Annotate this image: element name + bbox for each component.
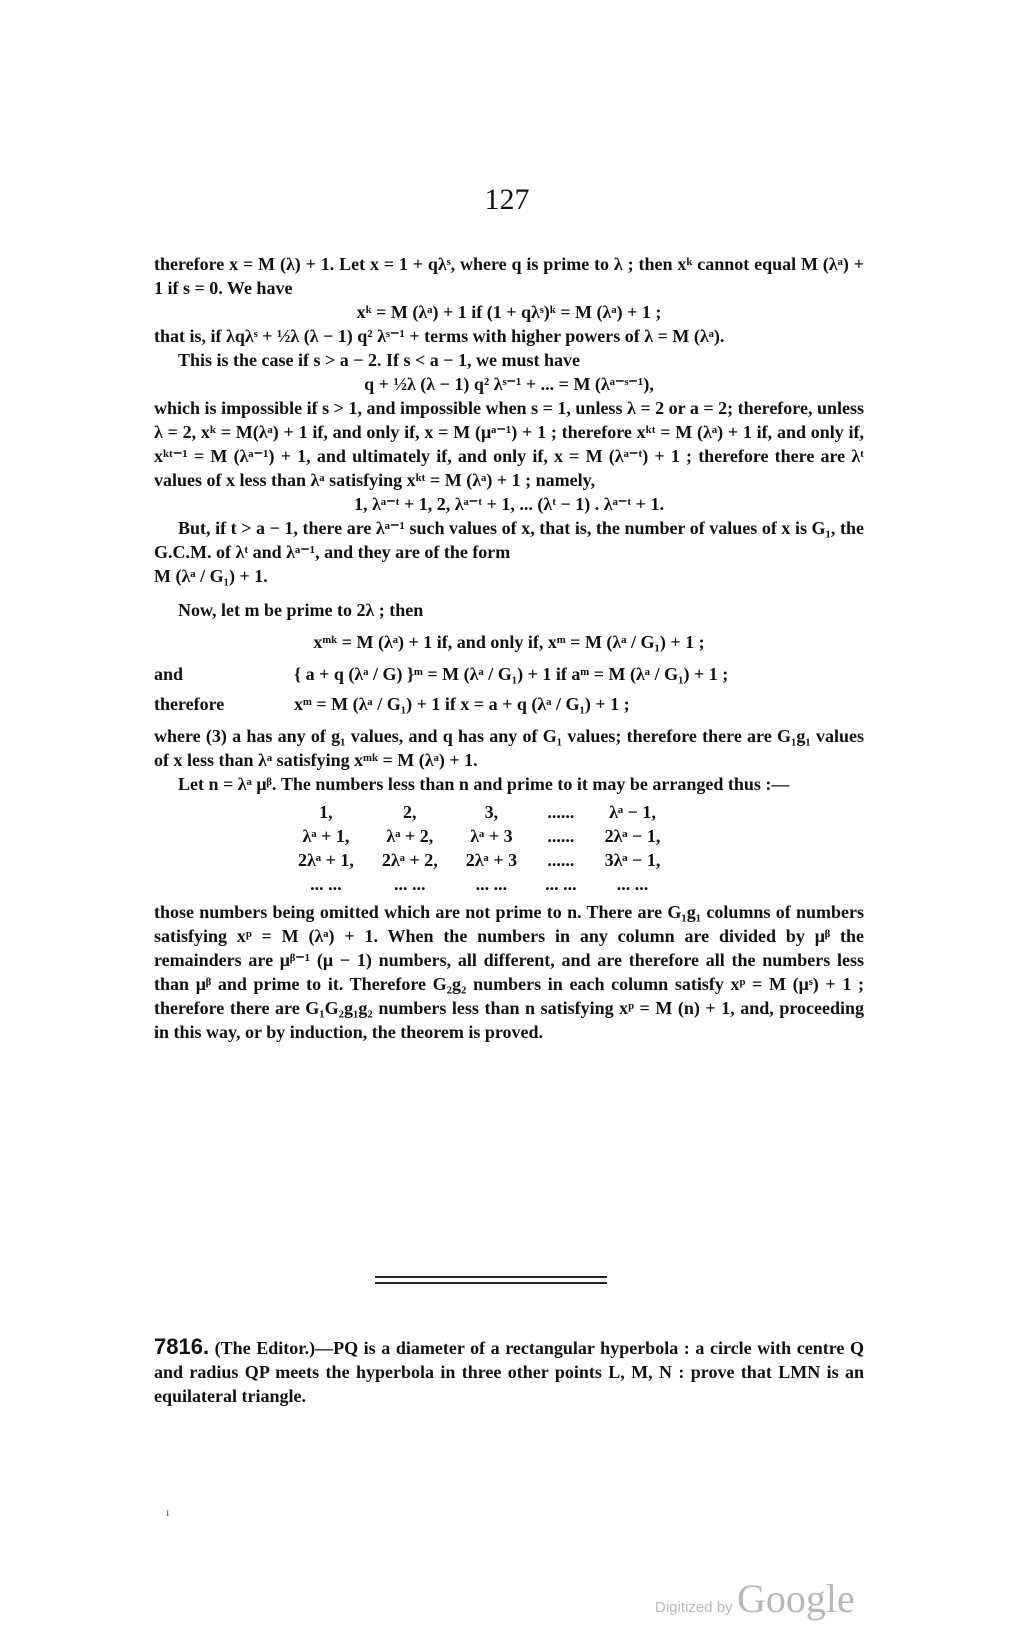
table-cell: 2, — [403, 802, 417, 822]
table-cell: ... ... — [616, 874, 649, 894]
table-cell: ... ... — [310, 874, 342, 894]
equation: xᵐᵏ = M (λᵃ) + 1 if, and only if, xᵐ = M (λᵃ / G₁) + 1 ; — [313, 632, 705, 652]
table-cell: 2λᵃ − 1, — [604, 826, 661, 846]
table-cell: ...... — [547, 850, 575, 870]
table-cell: 2λᵃ + 3 — [465, 850, 518, 870]
table-row — [284, 800, 674, 824]
divider-line — [375, 1276, 607, 1278]
problem-statement — [154, 1335, 864, 1408]
table-cell: 3λᵃ − 1, — [604, 850, 661, 870]
table-cell: λᵃ + 2, — [386, 826, 434, 846]
body-text — [154, 252, 864, 1044]
table-cell: λᵃ + 1, — [302, 826, 350, 846]
table-cell: ...... — [547, 802, 575, 822]
table-row — [284, 872, 674, 896]
paragraph: where (3) a has any of g₁ values, and q has any of G₁ values; therefore there are G₁g₁ values of x less than λᵃ satisfying xᵐᵏ = M (λᵃ) + 1. — [154, 726, 864, 770]
equation-label: therefore — [154, 694, 225, 714]
problem-number: 7816. — [154, 1334, 210, 1359]
paragraph: Let n = λᵃ μᵝ. The numbers less than n and prime to it may be arranged thus :— — [178, 774, 790, 794]
equation: xᵐ = M (λᵃ / G₁) + 1 if x = a + q (λᵃ / G₁) + 1 ; — [294, 694, 630, 714]
stray-mark: ı — [166, 1505, 170, 1519]
divider-line — [375, 1282, 607, 1284]
digitized-watermark — [655, 1575, 855, 1622]
digitized-label: Digitized by — [655, 1599, 733, 1616]
page-number: 127 — [484, 183, 530, 216]
table-row — [284, 824, 674, 848]
equation-label: and — [154, 664, 184, 684]
table-cell: ... ... — [475, 874, 508, 894]
problem-text: (The Editor.)—PQ is a diameter of a rectangular hyperbola : a circle with centre Q and radius QP meets the hyperbola in three other points L, M, N : prove that LMN is an equilateral triangle. — [154, 1338, 864, 1406]
equation-row — [154, 662, 864, 686]
table-cell: ... ... — [394, 874, 426, 894]
paragraph: therefore x = M (λ) + 1. Let x = 1 + qλˢ, where q is prime to λ ; then xᵏ cannot equal M (λᵃ) + 1 if s = 0. We have — [154, 254, 864, 298]
paragraph: Now, let m be prime to 2λ ; then — [178, 600, 424, 620]
equation: q + ½λ (λ − 1) q² λˢ⁻¹ + ... = M (λᵃ⁻ˢ⁻¹), — [364, 374, 654, 394]
table-cell: ... ... — [545, 874, 577, 894]
equation: xᵏ = M (λᵃ) + 1 if (1 + qλˢ)ᵏ = M (λᵃ) + 1 ; — [356, 302, 662, 322]
paragraph: This is the case if s > a − 2. If s < a − 1, we must have — [178, 350, 581, 370]
table-row — [284, 848, 674, 872]
table-cell: λᵃ + 3 — [470, 826, 513, 846]
table-cell: ...... — [547, 826, 575, 846]
section-divider — [375, 1276, 607, 1288]
equation: { a + q (λᵃ / G) }ᵐ = M (λᵃ / G₁) + 1 if aᵐ = M (λᵃ / G₁) + 1 ; — [294, 664, 729, 684]
equation: 1, λᵃ⁻ᵗ + 1, 2, λᵃ⁻ᵗ + 1, ... (λᵗ − 1) . λᵃ⁻ᵗ + 1. — [354, 494, 664, 514]
paragraph: those numbers being omitted which are not prime to n. There are G₁g₁ columns of numbers satisfying xᵖ = M (λᵃ) + 1. When the numbers in any column are divided by μᵝ the remainders are μᵝ⁻¹ (μ − 1) numbers, all different, and are therefore all the numbers less than μᵝ and prime to it. Therefore G₂g₂ numbers in each column satisfy xᵖ = M (μˢ) + 1 ; therefore there are G₁G₂g₁g₂ numbers less than n satisfying xᵖ = M (n) + 1, and, proceeding in this way, or by induction, the theorem is proved. — [154, 902, 864, 1042]
table-cell: 2λᵃ + 2, — [381, 850, 438, 870]
number-table — [284, 800, 674, 896]
google-logo: Google — [737, 1576, 855, 1621]
table-cell: 1, — [319, 802, 333, 822]
paragraph: that is, if λqλˢ + ½λ (λ − 1) q² λˢ⁻¹ + terms with higher powers of λ = M (λᵃ). — [154, 326, 725, 346]
paragraph: But, if t > a − 1, there are λᵃ⁻¹ such values of x, that is, the number of values of x is G₁, the G.C.M. of λᵗ and λᵃ⁻¹, and they are of the form — [154, 518, 864, 562]
paragraph: which is impossible if s > 1, and impossible when s = 1, unless λ = 2 or a = 2; therefore, unless λ = 2, xᵏ = M(λᵃ) + 1 if, and only if, x = M (μᵃ⁻¹) + 1 ; therefore xᵏᵗ = M (λᵃ) + 1 if, and only if, xᵏᵗ⁻¹ = M (λᵃ⁻¹) + 1, and ultimately if, and only if, x = M (λᵃ⁻ᵗ) + 1 ; therefore there are λᵗ values of x less than λᵃ satisfying xᵏᵗ = M (λᵃ) + 1 ; namely, — [154, 398, 864, 490]
table-cell: λᵃ − 1, — [609, 802, 656, 822]
table-cell: 2λᵃ + 1, — [298, 850, 354, 870]
equation-row — [154, 692, 864, 716]
table-cell: 3, — [484, 802, 499, 822]
equation: M (λᵃ / G₁) + 1. — [154, 566, 268, 586]
